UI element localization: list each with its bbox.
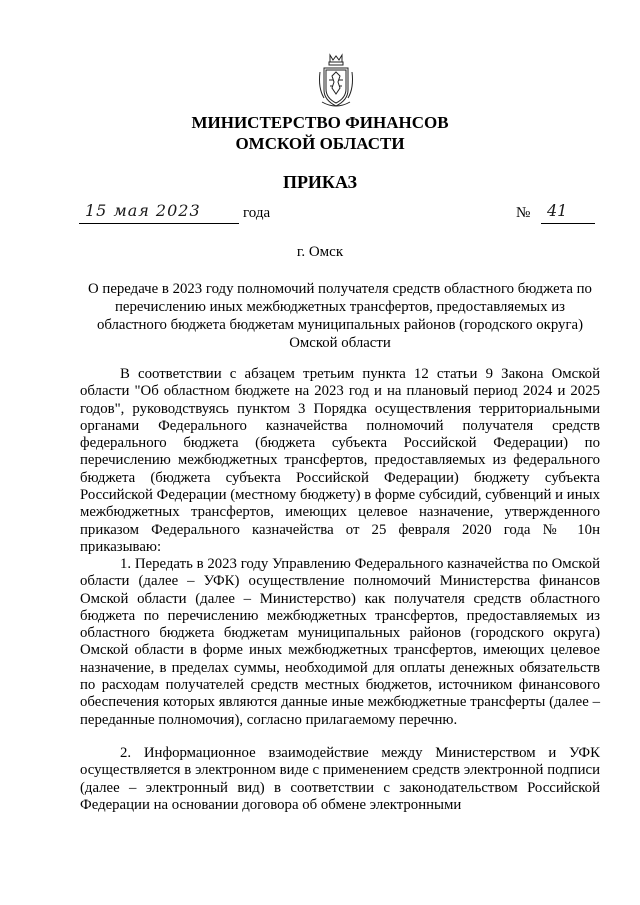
number-field xyxy=(541,203,595,224)
item-2-paragraph xyxy=(80,745,600,814)
handwritten-number: 41 xyxy=(547,201,568,220)
year-suffix: года xyxy=(243,205,271,221)
document-subject: О передаче в 2023 году полномочий получателя средств областного бюджета по перечислению иных межбюджетных трансфертов, предоставляемых из областного бюджета бюджетам муниципальных районов (городского округа) Омской области xyxy=(88,281,592,351)
item-1-text: 1. Передать в 2023 году Управлению Федерального казначейства по Омской области (далее – УФК) осуществление полномочий Министерства финансов Омской области (далее – Министерство) как получателя средств областного бюджета по перечислению межбюджетных трансфертов, предоставляемых из областного бюджета бюджетам муниципальных районов (городского округа) Омской области в форме иных межбюджетных трансфертов, имеющих целевое назначение, в пределах суммы, необходимой для оплаты денежных обязательств по расходам получателей средств местных бюджетов, источником финансового обеспечения которых являются данные иные межбюджетные трансферты (далее – переданные полномочия), согласно прилагаемому перечню. xyxy=(80,556,600,728)
handwritten-date: 15 мая 2023 xyxy=(85,201,201,220)
date-number-row xyxy=(79,203,599,229)
item-2-text: 2. Информационное взаимодействие между Министерством и УФК осуществляется в электронном виде с применением средств электронной подписи (далее – электронный вид) в соответствии с законодательством Российской Федерации на основании договора об обмене электронными xyxy=(80,745,600,813)
document-type-title: ПРИКАЗ xyxy=(282,172,358,192)
ministry-name-line1: МИНИСТЕРСТВО ФИНАНСОВ xyxy=(191,113,449,132)
date-field xyxy=(79,203,239,224)
intro-text: В соответствии с абзацем третьим пункта 12 статьи 9 Закона Омской области "Об областном бюджете на 2023 год и на плановый период 2024 и 2025 годов", руководствуясь пунктом 3 Порядка осуществления территориальными органами Федерального казначейства полномочий получателя средств федерального бюджета (бюджета субъекта Российской Федерации) по перечислению межбюджетных трансфертов, предоставляемых из федерального бюджета (бюджета субъекта Российской Федерации) бюджету субъекта Российской Федерации (местному бюджету) в форме субсидий, субвенций и иных межбюджетных трансфертов, имеющих целевое назначение, утвержденного приказом Федерального казначейства от 25 февраля 2020 года № 10н приказываю: xyxy=(80,366,600,555)
city-label: г. Омск xyxy=(296,244,344,260)
omsk-coat-of-arms-icon xyxy=(316,52,356,112)
item-1-paragraph xyxy=(80,556,600,729)
intro-paragraph xyxy=(80,366,600,556)
ministry-name-line2: ОМСКОЙ ОБЛАСТИ xyxy=(235,134,405,153)
number-label: № xyxy=(516,205,531,221)
